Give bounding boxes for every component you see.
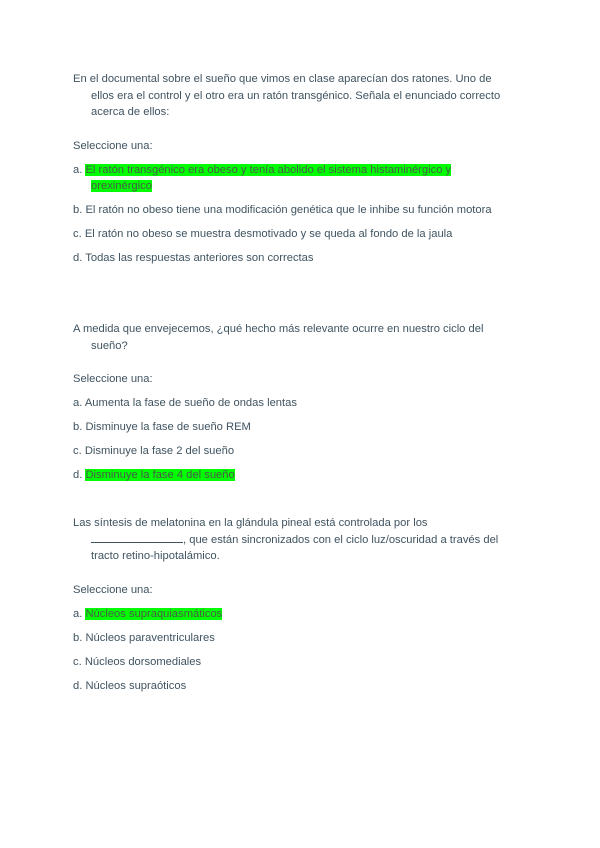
option-letter: d. xyxy=(73,679,83,692)
option-letter: b. xyxy=(73,421,83,433)
option-text-highlighted: Disminuye la fase 4 del sueño xyxy=(85,469,235,481)
option-text: Aumenta la fase de sueño de ondas lentas xyxy=(84,397,297,409)
option-c[interactable] xyxy=(73,654,533,670)
option-c[interactable] xyxy=(73,443,523,459)
question-2 xyxy=(73,321,523,483)
option-letter: a. xyxy=(73,397,83,409)
option-text-highlighted-cont: orexinérgico xyxy=(91,179,152,192)
question-2-line-2: sueño? xyxy=(91,339,128,352)
question-1-line-1: En el documental sobre el sueño que vimos en clase aparecían dos ratones. Uno de xyxy=(73,73,492,85)
option-b[interactable] xyxy=(73,419,523,435)
question-3-line-2 xyxy=(73,532,533,549)
option-text: Disminuye la fase de sueño REM xyxy=(85,421,251,433)
option-text: El ratón no obeso se muestra desmotivado y se queda al fondo de la jaula xyxy=(84,227,453,240)
option-d[interactable] xyxy=(73,250,523,266)
select-label: Seleccione una: xyxy=(73,583,153,596)
question-1-text xyxy=(73,71,523,121)
question-2-text xyxy=(73,321,523,354)
option-text-highlighted: Núcleos supraquiasmáticos xyxy=(85,607,223,620)
option-letter: b. xyxy=(73,203,83,216)
option-b[interactable] xyxy=(73,202,523,218)
option-a[interactable] xyxy=(73,606,533,622)
option-letter: c. xyxy=(73,227,82,240)
option-text: Disminuye la fase 2 del sueño xyxy=(84,445,235,457)
option-a[interactable] xyxy=(73,395,523,411)
option-text: El ratón no obeso tiene una modificación genética que le inhibe su función motora xyxy=(85,203,492,216)
option-letter: a. xyxy=(73,163,83,176)
option-c[interactable] xyxy=(73,226,523,242)
question-1-line-2: ellos era el control y el otro era un ratón transgénico. Señala el enunciado correcto xyxy=(91,89,501,102)
option-text: Núcleos paraventriculares xyxy=(85,631,215,644)
option-text: Núcleos dorsomediales xyxy=(84,655,202,668)
option-d[interactable] xyxy=(73,678,533,694)
option-a[interactable] xyxy=(73,162,523,194)
question-3-line-3: tracto retino-hipotalámico. xyxy=(91,550,220,562)
answer-blank xyxy=(91,532,183,543)
question-3-text xyxy=(73,515,533,565)
option-text: Todas las respuestas anteriores son correctas xyxy=(85,251,314,264)
question-3 xyxy=(73,515,533,694)
question-1 xyxy=(73,71,523,266)
option-d[interactable] xyxy=(73,467,523,483)
option-letter: d. xyxy=(73,251,83,264)
select-label: Seleccione una: xyxy=(73,139,153,152)
option-letter: b. xyxy=(73,631,83,644)
option-letter: a. xyxy=(73,607,83,620)
option-letter: c. xyxy=(73,655,82,668)
question-3-line-1: Las síntesis de melatonina en la glándula pineal está controlada por los xyxy=(73,517,428,529)
question-3-line-2-text: , que están sincronizados con el ciclo luz/oscuridad a través del xyxy=(183,533,499,546)
select-label: Seleccione una: xyxy=(73,373,153,385)
option-text-highlighted: El ratón transgénico era obeso y tenía abolido el sistema histaminérgico y xyxy=(85,163,452,176)
question-2-line-1: A medida que envejecemos, ¿qué hecho más relevante ocurre en nuestro ciclo del xyxy=(73,323,484,335)
question-1-line-3: acerca de ellos: xyxy=(91,106,170,118)
option-b[interactable] xyxy=(73,630,533,646)
option-letter: d. xyxy=(73,469,83,481)
option-text: Núcleos supraóticos xyxy=(85,679,187,692)
option-letter: c. xyxy=(73,445,82,457)
